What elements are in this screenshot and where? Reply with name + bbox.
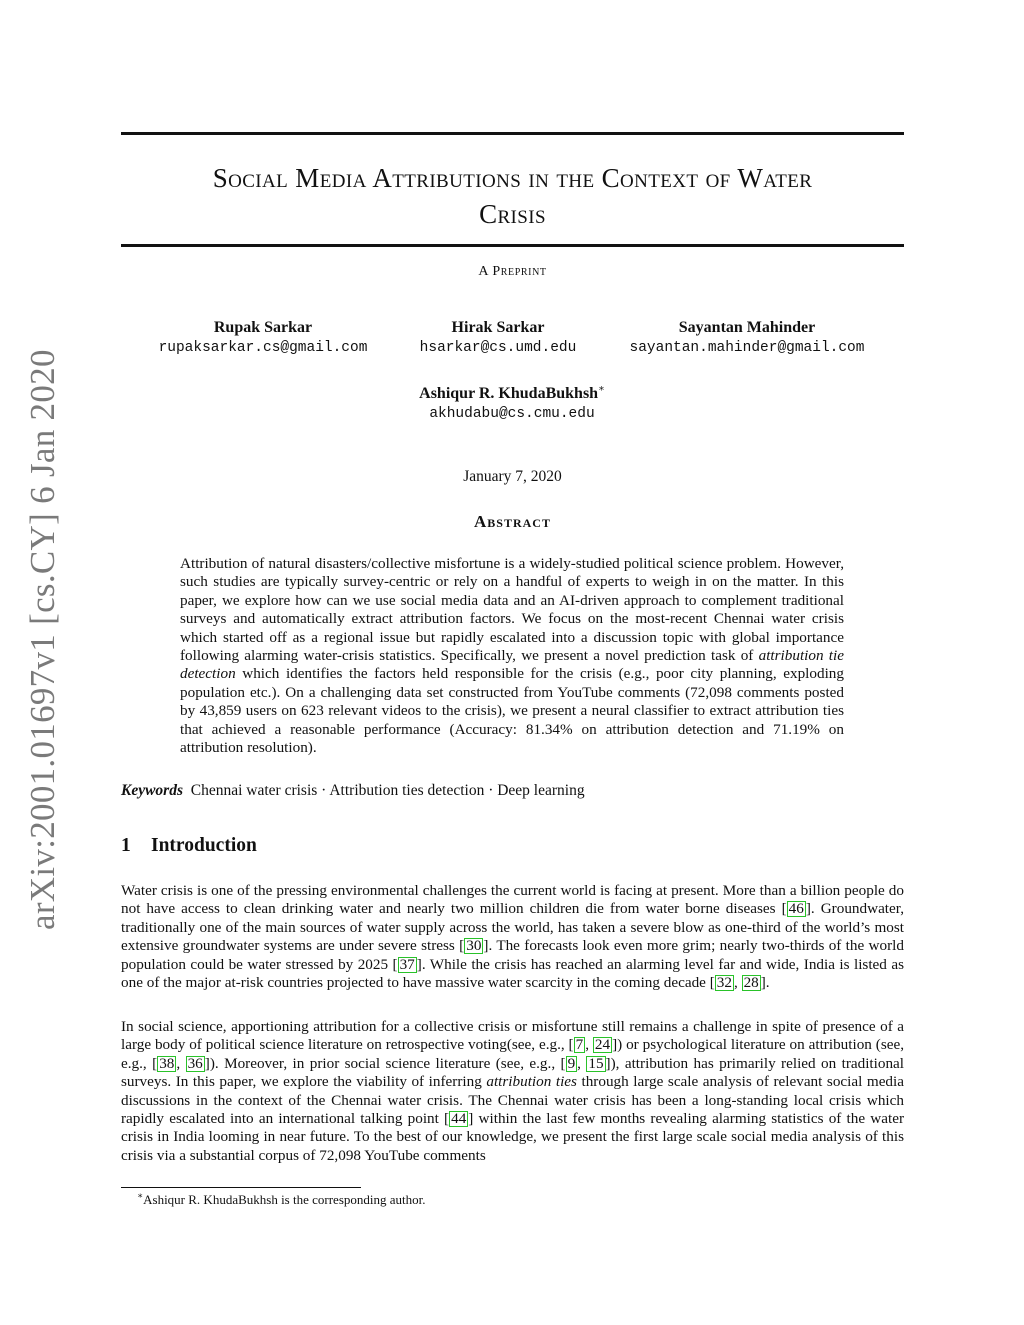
arxiv-identifier: arXiv:2001.01697v1 [cs.CY] 6 Jan 2020 — [23, 349, 62, 930]
paragraph-text: ] within the last few months revealing alarming statistics of the water crisis in India looming in near future. To the best of our knowledge, we present the first large scale social media analysis of this crisis via a substantial corpus of 72,098 YouTube comments — [121, 1110, 905, 1164]
citation-link[interactable]: 24 — [594, 1036, 611, 1054]
citation-link[interactable]: 37 — [399, 955, 415, 973]
author-email[interactable]: rupaksarkar.cs@gmail.com — [158, 340, 368, 356]
citation-link[interactable]: 36 — [187, 1054, 203, 1072]
footnote — [137, 1192, 426, 1208]
citation-link[interactable]: 38 — [159, 1054, 175, 1072]
preprint-label: A Preprint — [478, 264, 547, 279]
author-block-3 — [612, 318, 882, 358]
paragraph-text: , — [176, 1054, 186, 1072]
citation-link[interactable]: 28 — [743, 974, 759, 992]
paragraph-text: , — [733, 974, 742, 992]
paragraph-text: Water crisis is one of the pressing environmental challenges the current world is facing at present. More than a billion people do not have access to clean drinking water and nearly two million children die from water borne diseases [ — [121, 882, 904, 918]
abstract-text: which identifies the factors held responsible for the crisis (e.g., poor city planning, exploding population etc.). On a challenging data set constructed from YouTube comments (72,098 comments posted by 43,859 users on 623 relevant videos to the crisis), we present a neural classifier to extract attribution ties that achieved a reasonable performance (Accuracy: 81.34% on attribution detection and 71.19% on attribution resolution). — [180, 665, 844, 757]
author-email[interactable]: sayantan.mahinder@gmail.com — [629, 340, 865, 356]
paragraph-text: In social science, apportioning attribution for a collective crisis or misfortune still remains a challenge in spite of presence of a large body of political science literature on retrospective voting(see, e.g., [ — [121, 1018, 904, 1054]
paragraph-text: through large scale analysis of relevant social media discussions in the context of the Chennai water crisis. The Chennai water crisis has been a long-standing local crisis which rapidly escalated into an international talking point [ — [121, 1073, 904, 1128]
abstract-text: Attribution of natural disasters/collective misfortune is a widely-studied political science problem. However, such studies are typically survey-centric or rely on a handful of experts to weigh in on the matter. In this paper, we explore how can we use social media data and an AI-driven approach to complement traditional surveys and automatically extract attribution factors. We focus on the most-recent Chennai water crisis which started off as a regional issue but rapidly escalated into a discussion topic with global importance following alarming water-crisis statistics. Specifically, we present a novel prediction task of — [180, 555, 844, 665]
author-name-text: Ashiqur R. KhudaBukhsh — [419, 385, 599, 402]
author-block-1 — [128, 318, 398, 358]
footnote-rule — [121, 1187, 361, 1188]
paragraph-text: ]). Moreover, in prior social science literature (see, e.g., [ — [204, 1054, 566, 1072]
paragraph-emphasis: attribution ties — [486, 1073, 577, 1091]
footnote-text: Ashiqur R. KhudaBukhsh is the corresponding author. — [143, 1192, 426, 1207]
intro-paragraph-1 — [121, 882, 904, 992]
paragraph-text: ]), attribution has primarily relied on traditional surveys. In this paper, we explore the viability of inferring — [121, 1054, 905, 1091]
author-block-4 — [377, 384, 647, 424]
section-heading — [121, 835, 257, 857]
citation-link[interactable]: 7 — [575, 1036, 584, 1054]
citation-link[interactable]: 44 — [451, 1110, 467, 1128]
author-name: Rupak Sarkar — [213, 319, 313, 336]
citation-link[interactable]: 15 — [588, 1054, 604, 1072]
paper-title — [121, 160, 904, 232]
keywords-line — [121, 782, 904, 800]
author-block-2 — [363, 318, 633, 358]
section-number: 1 — [121, 835, 131, 856]
abstract-heading: Abstract — [474, 512, 551, 531]
citation-link[interactable]: 46 — [788, 900, 804, 918]
corresponding-author-mark: ∗ — [598, 383, 605, 395]
intro-paragraph-2 — [121, 1018, 904, 1165]
footnote-mark: ∗ — [137, 1190, 144, 1201]
abstract-emphasis: attribution tie detection — [180, 647, 844, 683]
title-top-rule — [121, 132, 904, 135]
author-name: Sayantan Mahinder — [678, 319, 816, 336]
citation-link[interactable]: 30 — [466, 937, 482, 955]
citation-link[interactable]: 32 — [716, 974, 732, 992]
citation-link[interactable]: 9 — [567, 1054, 576, 1072]
section-title: Introduction — [151, 835, 257, 856]
title-line-1: Social Media Attributions in the Context of Water — [212, 163, 813, 193]
title-bottom-rule — [121, 244, 904, 247]
author-email[interactable]: akhudabu@cs.cmu.edu — [429, 406, 595, 422]
publication-date: January 7, 2020 — [463, 468, 562, 485]
title-line-2: Crisis — [479, 199, 546, 229]
paragraph-text: , — [585, 1036, 593, 1054]
paragraph-text: , — [577, 1054, 587, 1072]
paragraph-text: ]. — [760, 974, 770, 992]
paragraph-text: ]. While the crisis has reached an alarming level far and wide, India is listed as one of the major at-risk countries projected to have massive water scarcity in the coming decade [ — [121, 955, 904, 992]
author-name — [377, 384, 647, 404]
abstract-body — [180, 555, 844, 757]
paragraph-text: ]. Groundwater, traditionally one of the main sources of water supply across the world, has taken a severe blow as one-third of the world’s most extensive groundwater systems are under severe stress [ — [121, 900, 905, 955]
paragraph-text: ]) or psychological literature on attribution (see, e.g., [ — [121, 1036, 905, 1072]
keywords-text: Chennai water crisis · Attribution ties detection · Deep learning — [190, 782, 585, 799]
author-name: Hirak Sarkar — [451, 319, 545, 336]
paragraph-text: ]. The forecasts look even more grim; nearly two-thirds of the world population could be water stressed by 2025 [ — [121, 937, 904, 973]
keywords-label: Keywords — [121, 782, 183, 799]
author-email[interactable]: hsarkar@cs.umd.edu — [419, 340, 577, 356]
